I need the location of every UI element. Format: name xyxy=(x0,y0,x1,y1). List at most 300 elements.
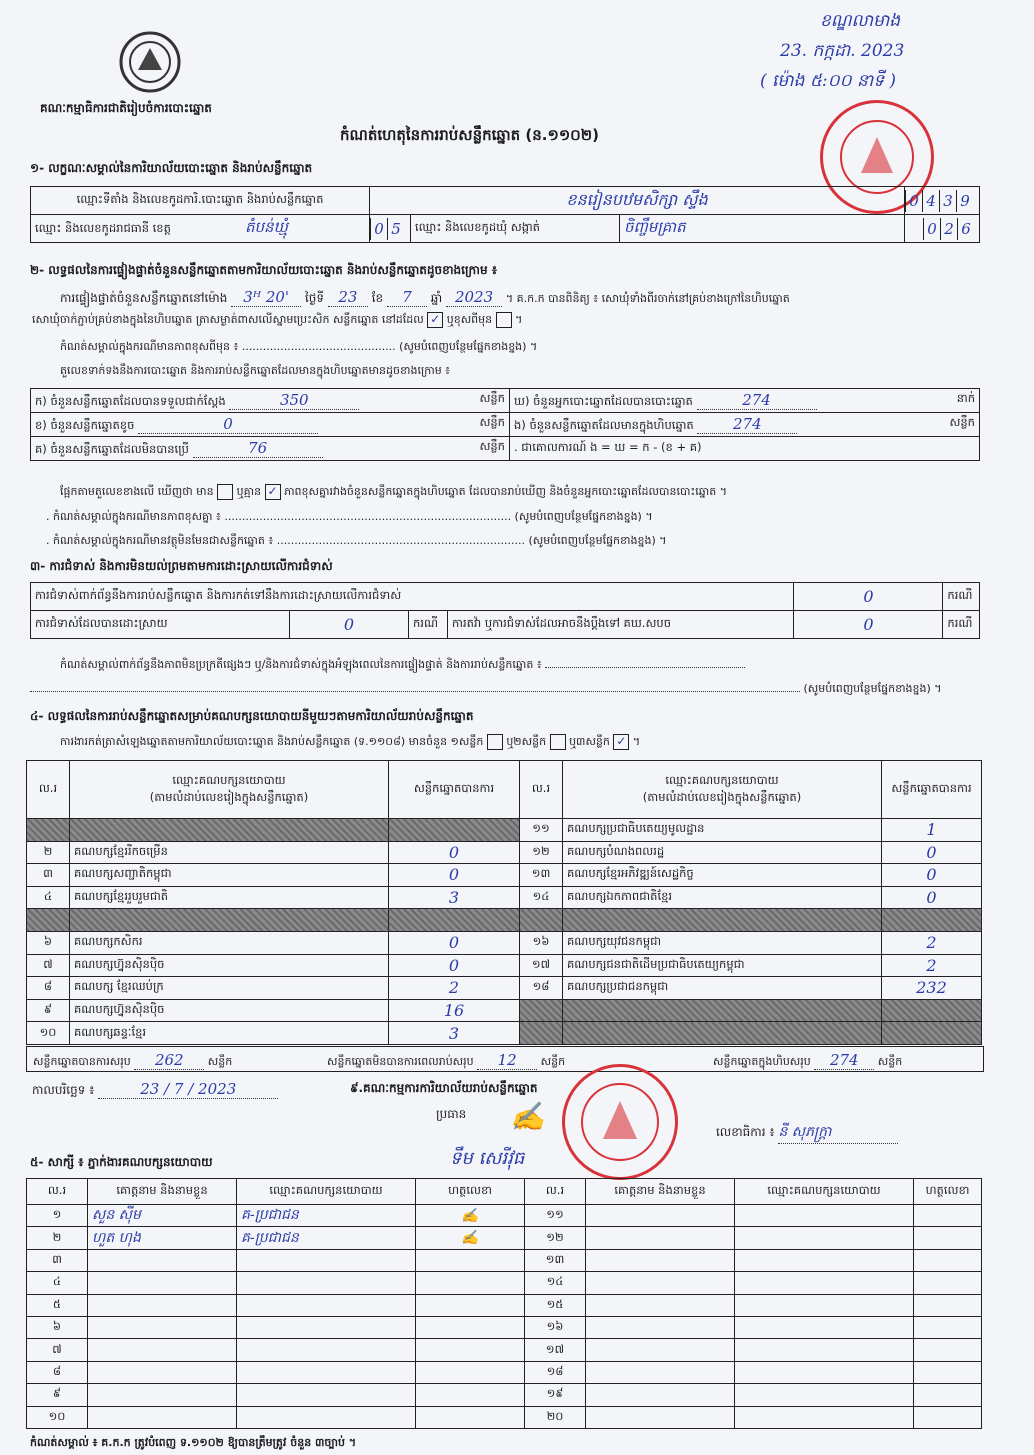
one-sheet-checkbox[interactable] xyxy=(487,734,503,750)
witness-signature-icon: ✍ xyxy=(416,1227,525,1249)
witness-row xyxy=(27,1384,982,1406)
party-votes: 0 xyxy=(882,864,982,887)
date-label: កាលបរិច្ឆេទ ៖ xyxy=(32,1083,95,1097)
result-row xyxy=(27,819,982,842)
result-row xyxy=(27,864,982,887)
witness-signature-icon xyxy=(416,1406,525,1428)
total-label: សន្លឹកឆ្នោតបានការសរុប xyxy=(33,1055,131,1068)
witness-row xyxy=(27,1272,982,1294)
witness-number: ៨ xyxy=(27,1361,88,1383)
count-value: 350 xyxy=(229,391,359,410)
party-votes: 232 xyxy=(882,977,982,1000)
count-unit: សន្លឹក xyxy=(949,414,975,429)
total-unit: សន្លឹក xyxy=(207,1055,233,1068)
witness-row xyxy=(27,1249,982,1271)
total-label: សន្លឹកឆ្នោតក្នុងហិបសរុប xyxy=(713,1055,811,1068)
party-name: គណបក្សឆន្ទៈខ្មែរ xyxy=(70,1022,389,1045)
witness-row xyxy=(27,1361,982,1383)
witness-signature[interactable] xyxy=(914,1249,982,1271)
party-number: ១៣ xyxy=(520,864,563,887)
irregularity-text: (សូមបំពេញបន្ថែមផ្នែកខាងខ្នង) ។ xyxy=(803,682,942,695)
verify-text: ថ្ងៃទី xyxy=(305,291,325,305)
witness-number: ៦ xyxy=(27,1316,88,1338)
party-name: គណបក្សបំណងពលរដ្ឋ xyxy=(563,841,882,864)
verify-year: 2023 xyxy=(446,288,502,307)
witness-party xyxy=(237,1339,416,1361)
witness-name xyxy=(88,1316,237,1338)
verify-text: ខែ xyxy=(371,291,384,305)
witness-signature[interactable] xyxy=(914,1406,982,1428)
result-row xyxy=(27,954,982,977)
party-name: គណបក្សខ្មែររីកចម្រើន xyxy=(70,841,389,864)
totals-row xyxy=(26,1046,984,1072)
witness-number: ១ xyxy=(27,1205,88,1227)
party-votes: 3 xyxy=(389,886,520,909)
witness-row xyxy=(27,1294,982,1316)
date-line xyxy=(32,1080,278,1100)
count-unit: សន្លឹក xyxy=(479,438,505,453)
station-value: ខនរៀនបឋមសិក្សា ស្ទឹង xyxy=(370,187,905,215)
col-votes: សន្លឹកឆ្នោតបានការ xyxy=(882,761,982,819)
authority-name: គណៈកម្មាធិការជាតិរៀបចំការបោះឆ្នោត xyxy=(40,101,212,115)
note-line-3: ( ម៉ោង ៥:០០ នាទី ) xyxy=(760,71,897,91)
witness-number: ១៧ xyxy=(525,1339,586,1361)
section2-heading: ២- លទ្ធផលនៃការផ្ទៀងផ្ទាត់ចំនួនសន្លឹកឆ្នោតតាមការិយាល័យបោះឆ្នោត និងរាប់សន្លឹកឆ្នោតដូចខាងក្រោម ៖ xyxy=(30,263,498,277)
party-number xyxy=(520,1022,563,1045)
witness-signature[interactable] xyxy=(914,1294,982,1316)
witness-party xyxy=(237,1249,416,1271)
witness-name: ហួត ហុង xyxy=(88,1227,237,1249)
witness-party xyxy=(237,1361,416,1383)
note-line-2: 23. កក្កដា. 2023 xyxy=(780,41,905,61)
code-digit: 0 xyxy=(905,190,922,212)
three-sheets-checkbox[interactable]: ✓ xyxy=(613,734,629,750)
witness-party[interactable] xyxy=(735,1272,914,1294)
difference-note: . កំណត់សម្គាល់ក្នុងករណីមានភាពខុសគ្នា ៖ .................................................................................. (សូមបំពេញបន្ថែមផ្នែកខាងខ្នង) ។ xyxy=(46,510,653,523)
party-name: គណបក្សខ្មែររួបរួមជាតិ xyxy=(70,886,389,909)
verify-month: 7 xyxy=(387,288,427,307)
verify-text: ការផ្ទៀងផ្ទាត់ចំនួនសន្លឹកឆ្នោតនៅម៉ោង xyxy=(60,291,228,305)
party-votes: 0 xyxy=(882,841,982,864)
witness-number: ២ xyxy=(27,1227,88,1249)
code-digit: 5 xyxy=(387,218,404,240)
witness-col-party: ឈ្មោះគណបក្សនយោបាយ xyxy=(237,1179,416,1205)
total-value: 12 xyxy=(477,1051,537,1070)
committee-title: ៩.គណៈកម្មការការិយាល័យរាប់សន្លឹកឆ្នោត xyxy=(350,1081,538,1095)
witness-signature-icon: ✍ xyxy=(416,1205,525,1227)
party-number: ១២ xyxy=(520,841,563,864)
party-number: ៩ xyxy=(27,999,70,1022)
province-label-text: ឈ្មោះ និងលេខកូដរាជធានី ខេត្ត xyxy=(35,220,171,235)
resolved-unit: ករណី xyxy=(409,611,448,639)
chair-signature-icon: ✍ xyxy=(510,1100,545,1133)
verify-text: សោឃុំចាក់ភ្ជាប់គ្រប់ខាងក្នុងនៃហិបឆ្នោត ត្រាសម្ងាត់ពាសលើស្នាមប្រេះសិក សន្លឹកឆ្នោត នៅដដែល xyxy=(32,313,424,326)
party-votes: 16 xyxy=(389,999,520,1022)
witness-name[interactable] xyxy=(586,1384,735,1406)
verify-line-1 xyxy=(60,288,790,308)
footer-note: កំណត់សម្គាល់ ៖ គ.ក.ក ត្រូវបំពេញ ទ.១១០២ ឱ្យបានត្រឹមត្រូវ ចំនួន ៣ច្បាប់ ។ xyxy=(30,1436,357,1449)
complaint-unit: ករណី xyxy=(943,583,980,611)
witness-signature-icon xyxy=(416,1339,525,1361)
witness-party[interactable] xyxy=(735,1294,914,1316)
appeal-label: ការតវ៉ា ឬការជំទាស់ដែលអាចនឹងប្តឹងទៅ គឃ.សបច xyxy=(448,611,794,639)
count-unit: សន្លឹក xyxy=(479,414,505,429)
resolved-label: ការជំទាស់ដែលបានដោះស្រាយ xyxy=(31,611,290,639)
witness-name[interactable] xyxy=(586,1406,735,1428)
non-ballot-note: . កំណត់សម្គាល់ក្នុងករណីមានវត្ថុមិនមែនជាសន្លឹកឆ្នោត ៖ ....................................................................... (សូមបំពេញបន្ថែមផ្នែកខាងខ្នង) ។ xyxy=(46,534,667,547)
witness-name[interactable] xyxy=(586,1249,735,1271)
top-right-note xyxy=(760,6,1020,96)
witness-name: សួន ស៊ីម xyxy=(88,1205,237,1227)
witness-name[interactable] xyxy=(586,1316,735,1338)
party-name xyxy=(70,909,389,932)
section5-heading: ៥- សាក្សី ៖ ភ្នាក់ងារគណបក្សនយោបាយ xyxy=(30,1155,213,1169)
witness-col-name: គោត្តនាម និងនាមខ្លួន xyxy=(586,1179,735,1205)
code-digit: 0 xyxy=(923,218,940,240)
witness-number: ៩ xyxy=(27,1384,88,1406)
party-name: គណបក្សហ្វ៊ុនស៊ិនប៉ិច xyxy=(70,999,389,1022)
sheets-text: ការងារកត់ត្រាសំឡេងឆ្នោតតាមការិយាល័យបោះឆ្នោត និងរាប់សន្លឹកឆ្នោត (ទ.១១០៨) មានចំនួន ១សន្លឹក xyxy=(60,735,484,748)
witness-signature[interactable] xyxy=(914,1227,982,1249)
count-value: 274 xyxy=(697,415,797,434)
secretary-name: នី សុភក្ត្រា xyxy=(778,1122,898,1144)
count-row-label xyxy=(510,389,980,413)
result-row xyxy=(27,931,982,954)
witness-signature-icon xyxy=(416,1294,525,1316)
compare-text: ឬគ្មាន xyxy=(236,485,262,498)
count-label: គ) ចំនួនសន្លឹកឆ្នោតដែលមិនបានប្រើ xyxy=(35,441,189,456)
witness-col-no: ល.រ xyxy=(525,1179,586,1205)
witness-name xyxy=(88,1361,237,1383)
witness-name[interactable] xyxy=(586,1205,735,1227)
party-number: ២ xyxy=(27,841,70,864)
unchanged-checkbox[interactable]: ✓ xyxy=(427,312,443,328)
col-party xyxy=(563,761,882,819)
count-row-label xyxy=(510,413,980,437)
nec-emblem-icon xyxy=(118,30,182,94)
party-votes: 0 xyxy=(389,841,520,864)
col-no: ល.រ xyxy=(520,761,563,819)
party-number: ៣ xyxy=(27,864,70,887)
witness-name xyxy=(88,1339,237,1361)
party-votes: 0 xyxy=(389,931,520,954)
verify-text: ឬខុសពីមុន xyxy=(446,313,493,326)
total-invalid xyxy=(327,1051,565,1071)
results-body xyxy=(27,819,982,1045)
note-line-1: ខណ្ឌលាមាង xyxy=(820,11,901,31)
witness-row xyxy=(27,1205,982,1227)
witness-signature-icon xyxy=(416,1249,525,1271)
witness-name xyxy=(88,1406,237,1428)
witness-row xyxy=(27,1406,982,1428)
station-label: ឈ្មោះទីតាំង និងលេខកូដការិ.បោះឆ្នោត និងរាប់សន្លឹកឆ្នោត xyxy=(31,187,370,215)
verify-line-4: តួលេខទាក់ទងនឹងការបោះឆ្នោត និងការរាប់សន្លឹកឆ្នោតដែលមានក្នុងហិបឆ្នោតមានដូចខាងក្រោម ៖ xyxy=(60,364,451,377)
witness-name[interactable] xyxy=(586,1361,735,1383)
result-row xyxy=(27,999,982,1022)
total-unit: សន្លឹក xyxy=(877,1055,903,1068)
witness-number: ១៨ xyxy=(525,1361,586,1383)
total-value: 274 xyxy=(814,1051,874,1070)
count-label: ក) ចំនួនសន្លឹកឆ្នោតដែលបានទទួលជាក់ស្តែង xyxy=(35,393,226,408)
party-number xyxy=(27,819,70,842)
form-title: កំណត់ហេតុនៃការរាប់សន្លឹកឆ្នោត (ន.១១០២) xyxy=(340,126,600,144)
witness-number: ១១ xyxy=(525,1205,586,1227)
total-unit: សន្លឹក xyxy=(540,1055,566,1068)
result-row xyxy=(27,841,982,864)
party-name: គណបក្សខ្មែរអភិវឌ្ឍន៍សេដ្ឋកិច្ច xyxy=(563,864,882,887)
party-votes: 2 xyxy=(882,931,982,954)
total-valid xyxy=(33,1051,232,1071)
complaint-value: 0 xyxy=(794,583,943,611)
result-row xyxy=(27,977,982,1000)
witness-party xyxy=(237,1384,416,1406)
party-votes: 2 xyxy=(389,977,520,1000)
party-votes: 0 xyxy=(389,864,520,887)
code-digit: 6 xyxy=(957,218,974,240)
col-party-sub: (តាមលំដាប់លេខរៀងក្នុងសន្លឹកឆ្នោត) xyxy=(149,789,309,804)
witness-col-name: គោត្តនាម និងនាមខ្លួន xyxy=(88,1179,237,1205)
party-number xyxy=(27,909,70,932)
irregularity-blank xyxy=(545,667,745,668)
code-digit: 2 xyxy=(940,218,957,240)
witness-party[interactable] xyxy=(735,1361,914,1383)
witness-number: ១២ xyxy=(525,1227,586,1249)
code-digit: 0 xyxy=(370,218,387,240)
party-number xyxy=(520,909,563,932)
compare-line xyxy=(60,484,727,501)
witness-number: ១០ xyxy=(27,1406,88,1428)
witness-name[interactable] xyxy=(586,1339,735,1361)
witness-signature[interactable] xyxy=(914,1339,982,1361)
party-name: គណបក្ស ខ្មែរឈប់ក្រ xyxy=(70,977,389,1000)
party-name: គណបក្សប្រជាជនកម្ពុជា xyxy=(563,977,882,1000)
witness-number: ២០ xyxy=(525,1406,586,1428)
count-label: ង) ចំនួនសន្លឹកឆ្នោតដែលមានក្នុងហិបឆ្នោត xyxy=(514,417,694,432)
witness-name[interactable] xyxy=(586,1272,735,1294)
witness-party[interactable] xyxy=(735,1406,914,1428)
province-label xyxy=(31,215,370,243)
witness-number: ៥ xyxy=(27,1294,88,1316)
irregularity-note xyxy=(60,658,745,674)
party-votes xyxy=(389,819,520,842)
compare-text: ភាពខុសគ្នារវាងចំនួនសន្លឹកឆ្នោតក្នុងហិបឆ្នោត ដែលបានរាប់ឃើញ និងចំនួនអ្នកបោះឆ្នោតដែលបានបោះឆ្នោត ។ xyxy=(284,485,727,498)
difference-no-checkbox[interactable]: ✓ xyxy=(265,484,281,500)
witness-party[interactable] xyxy=(735,1227,914,1249)
witness-party xyxy=(237,1272,416,1294)
party-name: គណបក្សឯកភាពជាតិខ្មែរ xyxy=(563,886,882,909)
witness-party: គ-ប្រជាជន xyxy=(237,1205,416,1227)
sheets-text: ឬ៣សន្លឹក xyxy=(569,735,610,748)
secretary-line xyxy=(716,1122,898,1144)
chair-name: ទឹម សេរីវុធ xyxy=(450,1148,525,1169)
witness-party[interactable] xyxy=(735,1205,914,1227)
witness-col-party: ឈ្មោះគណបក្សនយោបាយ xyxy=(735,1179,914,1205)
witness-signature[interactable] xyxy=(914,1205,982,1227)
party-votes: 2 xyxy=(882,954,982,977)
appeal-value: 0 xyxy=(794,611,943,639)
party-name: គណបក្សកសិករ xyxy=(70,931,389,954)
count-table xyxy=(30,388,980,461)
witness-number: ១៤ xyxy=(525,1272,586,1294)
party-number: ១១ xyxy=(520,819,563,842)
witness-row xyxy=(27,1316,982,1338)
verify-line-3: កំណត់សម្គាល់ក្នុងករណីមានភាពខុសពីមុន ៖ ............................................ (សូមបំពេញបន្ថែមផ្នែកខាងខ្នង) ។ xyxy=(60,340,538,353)
witness-signature-icon xyxy=(416,1384,525,1406)
party-votes: 0 xyxy=(882,886,982,909)
col-party-title: ឈ្មោះគណបក្សនយោបាយ xyxy=(172,772,286,787)
count-value: 0 xyxy=(138,415,318,434)
witness-name xyxy=(88,1384,237,1406)
party-name xyxy=(563,909,882,932)
party-number: ១៨ xyxy=(520,977,563,1000)
irregularity-text: កំណត់សម្គាល់ពាក់ព័ន្ធនឹងភាពមិនប្រក្រតីផ្សេងៗ ឬ/និងការជំទាស់ក្នុងអំឡុងពេលនៃការផ្ទៀងផ្ទាត់ និងការរាប់សន្លឹកឆ្នោត ៖ xyxy=(60,658,542,671)
result-row xyxy=(27,1022,982,1045)
party-name: គណបក្សជនជាតិដើមប្រជាធិបតេយ្យកម្ពុជា xyxy=(563,954,882,977)
count-row-label xyxy=(31,437,510,461)
resolved-value: 0 xyxy=(290,611,409,639)
party-name: គណបក្សយុវជនកម្ពុជា xyxy=(563,931,882,954)
party-number: ១៧ xyxy=(520,954,563,977)
verify-day: 23 xyxy=(328,288,368,307)
difference-yes-checkbox[interactable] xyxy=(217,484,233,500)
date-value: 23 / 7 / 2023 xyxy=(98,1080,278,1099)
witness-signature-icon xyxy=(416,1272,525,1294)
complaint-table xyxy=(30,582,980,639)
appeal-unit: ករណី xyxy=(943,611,980,639)
col-votes: សន្លឹកឆ្នោតបានការ xyxy=(389,761,520,819)
count-label: ខ) ចំនួនសន្លឹកឆ្នោតខូច xyxy=(35,417,135,432)
party-votes xyxy=(882,909,982,932)
code-digit: 3 xyxy=(939,190,956,212)
two-sheets-checkbox[interactable] xyxy=(550,734,566,750)
witness-party[interactable] xyxy=(735,1339,914,1361)
count-label: ឃ) ចំនួនអ្នកបោះឆ្នោតដែលបានបោះឆ្នោត xyxy=(514,393,693,408)
total-label: សន្លឹកឆ្នោតមិនបានការពេលរាប់សរុប xyxy=(327,1055,474,1068)
count-row-label xyxy=(31,413,510,437)
witness-name xyxy=(88,1272,237,1294)
count-value: 76 xyxy=(193,439,323,458)
record-sheets-line: ការងារកត់ត្រាសំឡេងឆ្នោតតាមការិយាល័យបោះឆ្នោត និងរាប់សន្លឹកឆ្នោត (ទ.១១០៨) មានចំនួន ១សន្លឹក ឬ២សន្លឹក ឬ៣សន្លឹក ✓ ។ xyxy=(60,734,641,748)
witness-signature[interactable] xyxy=(914,1384,982,1406)
station-code xyxy=(905,187,980,215)
party-number: ៧ xyxy=(27,954,70,977)
witness-body xyxy=(27,1205,982,1429)
witness-party[interactable] xyxy=(735,1249,914,1271)
count-value: 274 xyxy=(697,391,817,410)
section3-heading: ៣- ការជំទាស់ និងការមិនយល់ព្រមតាមការដោះស្រាយលើការជំទាស់ xyxy=(30,559,333,573)
witness-row xyxy=(27,1227,982,1249)
irregularity-blank xyxy=(30,691,800,692)
witness-table xyxy=(26,1178,982,1429)
sheets-text: ឬ២សន្លឹក xyxy=(506,735,547,748)
party-votes: 3 xyxy=(389,1022,520,1045)
party-votes xyxy=(882,1022,982,1045)
commune-value: ចិញ្ចឹមគ្រាត xyxy=(620,215,905,243)
party-number: ១៦ xyxy=(520,931,563,954)
party-name xyxy=(563,999,882,1022)
witness-party xyxy=(237,1294,416,1316)
witness-signature-icon xyxy=(416,1361,525,1383)
party-name xyxy=(70,819,389,842)
section1-heading: ១- លក្ខណៈសម្គាល់នៃការិយាល័យបោះឆ្នោត និងរាប់សន្លឹកឆ្នោត xyxy=(30,161,313,175)
result-row xyxy=(27,886,982,909)
party-number: ១៤ xyxy=(520,886,563,909)
witness-name[interactable] xyxy=(586,1227,735,1249)
party-number: ៦ xyxy=(27,931,70,954)
witness-number: ១៥ xyxy=(525,1294,586,1316)
witness-name[interactable] xyxy=(586,1294,735,1316)
count-row-label xyxy=(31,389,510,413)
party-name: គណបក្សសញ្ជាតិកម្ពុជា xyxy=(70,864,389,887)
witness-number: ៧ xyxy=(27,1339,88,1361)
verify-text: ។ គ.ក.ក បានពិនិត្យ ៖ សោឃុំទាំងពីរចាក់នៅគ្រប់ខាងក្រៅនៃហិបឆ្នោត xyxy=(505,292,790,305)
party-name xyxy=(563,1022,882,1045)
party-votes: 0 xyxy=(389,954,520,977)
official-stamp-bottom xyxy=(562,1064,678,1180)
witness-signature[interactable] xyxy=(914,1361,982,1383)
party-number: ១០ xyxy=(27,1022,70,1045)
col-party xyxy=(70,761,389,819)
witness-name xyxy=(88,1294,237,1316)
count-unit: នាក់ xyxy=(956,390,975,405)
witness-signature[interactable] xyxy=(914,1316,982,1338)
party-votes xyxy=(389,909,520,932)
code-digit: 4 xyxy=(922,190,939,212)
witness-party xyxy=(237,1406,416,1428)
total-value: 262 xyxy=(134,1051,204,1070)
commune-label: ឈ្មោះ និងលេខកូដឃុំ សង្កាត់ xyxy=(411,215,620,243)
col-party-sub: (តាមលំដាប់លេខរៀងក្នុងសន្លឹកឆ្នោត) xyxy=(642,789,802,804)
witness-name xyxy=(88,1249,237,1271)
commune-code xyxy=(905,215,980,243)
col-no: ល.រ xyxy=(27,761,70,819)
col-party-title: ឈ្មោះគណបក្សនយោបាយ xyxy=(665,772,779,787)
party-votes xyxy=(882,999,982,1022)
witness-party[interactable] xyxy=(735,1384,914,1406)
total-box xyxy=(713,1051,902,1071)
witness-row xyxy=(27,1339,982,1361)
witness-col-sign: ហត្ថលេខា xyxy=(416,1179,525,1205)
province-value: តំបន់ឃ្មុំ xyxy=(245,217,288,236)
witness-signature[interactable] xyxy=(914,1272,982,1294)
witness-party[interactable] xyxy=(735,1316,914,1338)
party-votes: 1 xyxy=(882,819,982,842)
changed-checkbox[interactable] xyxy=(496,312,512,328)
verify-line-2: សោឃុំចាក់ភ្ជាប់គ្រប់ខាងក្នុងនៃហិបឆ្នោត ត្រាសម្ងាត់ពាសលើស្នាមប្រេះសិក សន្លឹកឆ្នោត នៅដដែល ✓ ឬខុសពីមុន ។ xyxy=(32,312,523,326)
complaint-label: ការជំទាស់ពាក់ព័ន្ធនឹងការរាប់សន្លឹកឆ្នោត និងការកត់ទៅនឹងការដោះស្រាយលើការជំទាស់ xyxy=(31,583,794,611)
witness-party: គ-ប្រជាជន xyxy=(237,1227,416,1249)
party-name: គណបក្សប្រជាធិបតេយ្យមូលដ្ឋាន xyxy=(563,819,882,842)
results-table xyxy=(26,760,982,1045)
secretary-label: លេខាធិការ ៖ xyxy=(716,1125,775,1139)
irregularity-note-2 xyxy=(30,682,942,698)
witness-signature-icon xyxy=(416,1316,525,1338)
witness-number: ៣ xyxy=(27,1249,88,1271)
chair-label: ប្រធាន xyxy=(436,1107,467,1121)
compare-text: ផ្អែកតាមតួលេខខាងលើ ឃើញថា មាន xyxy=(60,485,214,498)
verify-text: ឆ្នាំ xyxy=(430,291,443,305)
section4-heading: ៤- លទ្ធផលនៃការរាប់សន្លឹកឆ្នោតសម្រាប់គណបក្សនយោបាយនីមួយៗតាមការិយាល័យរាប់សន្លឹកឆ្នោត xyxy=(30,709,474,723)
witness-col-sign: ហត្ថលេខា xyxy=(914,1179,982,1205)
witness-col-no: ល.រ xyxy=(27,1179,88,1205)
party-number: ៤ xyxy=(27,886,70,909)
witness-number: ១៦ xyxy=(525,1316,586,1338)
witness-number: ៤ xyxy=(27,1272,88,1294)
witness-number: ១៩ xyxy=(525,1384,586,1406)
code-digit: 9 xyxy=(956,190,973,212)
witness-party xyxy=(237,1316,416,1338)
party-number: ៨ xyxy=(27,977,70,1000)
